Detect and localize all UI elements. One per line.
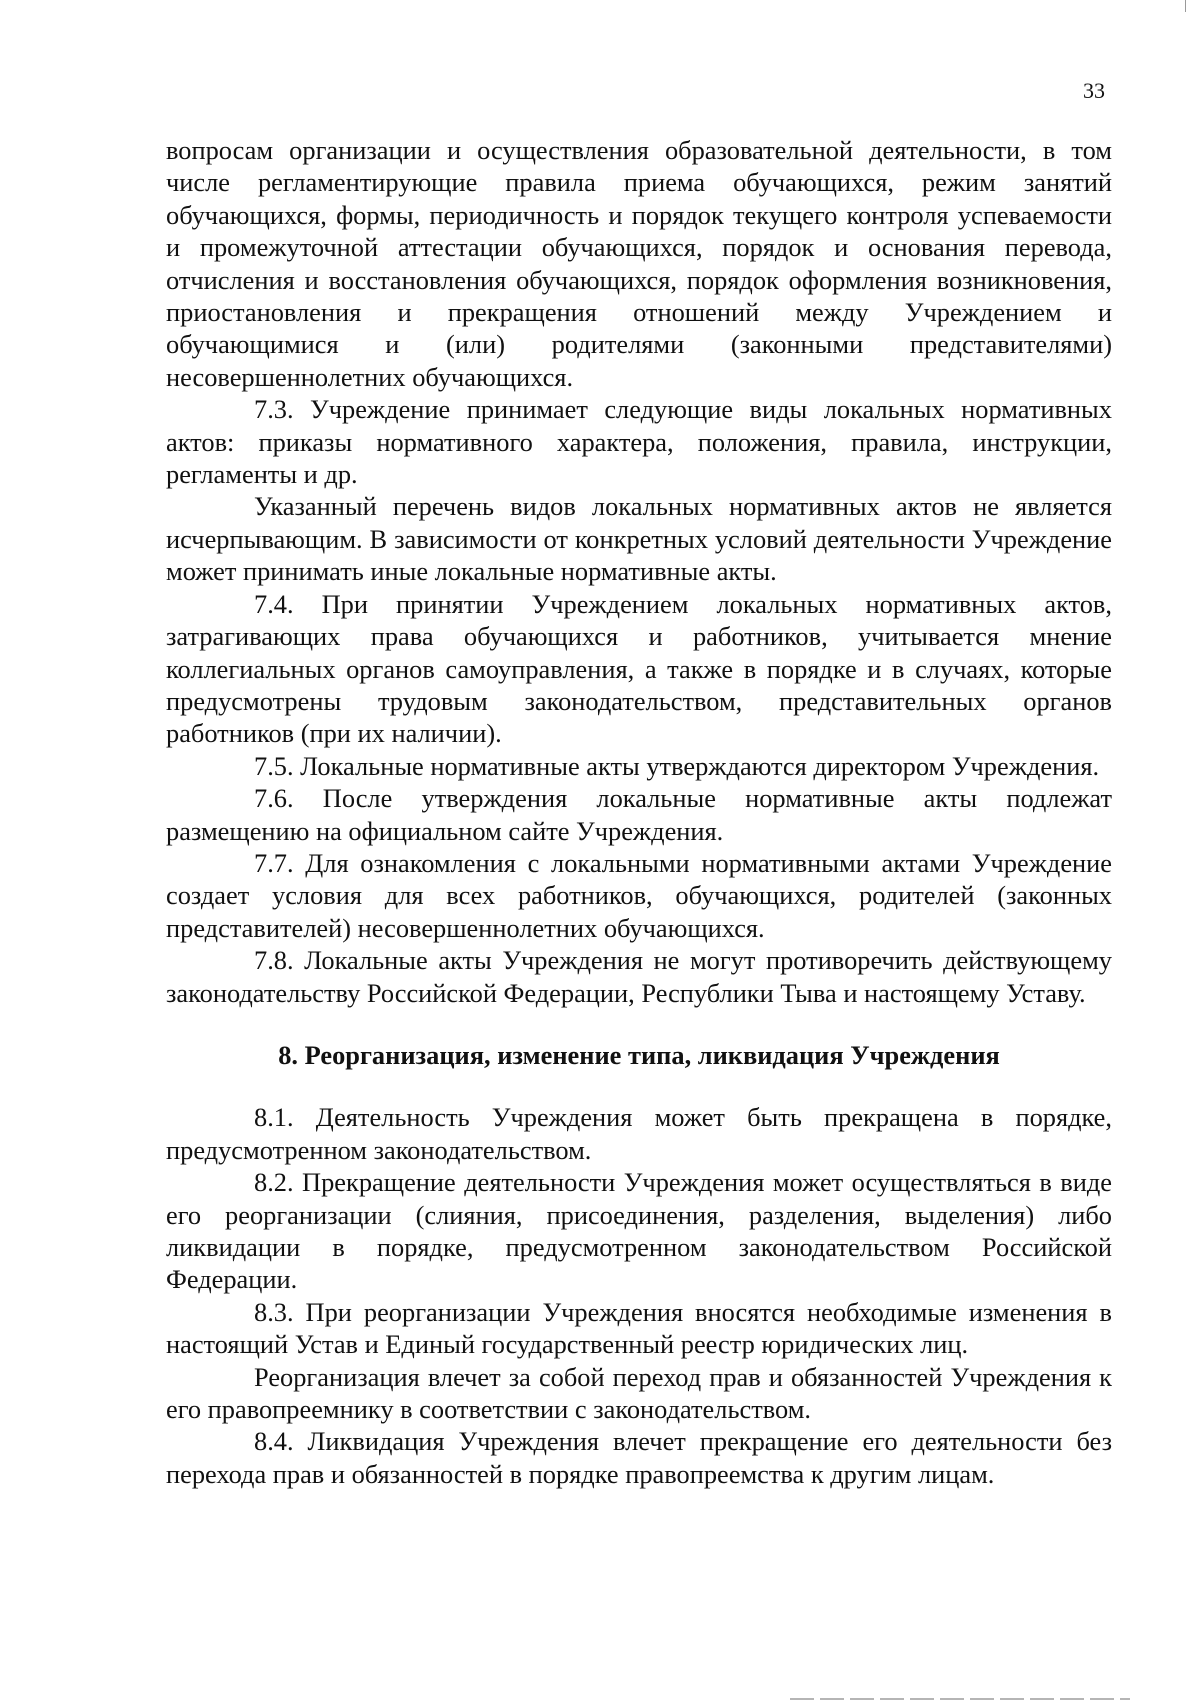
paragraph-7-4: 7.4. При принятии Учреждением локальных нормативных актов, затрагивающих права обучающихся и работников, учитывается мнение коллегиальных органов самоуправления, а также в порядке и в случаях, которые предусмотрены трудовым законодательством, представительных органов работников (при их наличии). — [166, 588, 1112, 749]
paragraph-8-4: 8.4. Ликвидация Учреждения влечет прекращение его деятельности без перехода прав и обязанностей в порядке правопреемства к другим лицам. — [166, 1426, 1112, 1489]
paragraph-7-6: 7.6. После утверждения локальные нормативные акты подлежат размещению на официальном сайте Учреждения. — [166, 783, 1112, 846]
paragraph-7-3: 7.3. Учреждение принимает следующие виды локальных нормативных актов: приказы нормативного характера, положения, правила, инструкции, регламенты и др. — [166, 394, 1112, 490]
paragraph-8-1: 8.1. Деятельность Учреждения может быть прекращена в порядке, предусмотренном законодательством. — [166, 1102, 1112, 1165]
paragraph-7-5: 7.5. Локальные нормативные акты утверждаются директором Учреждения. — [254, 750, 1100, 781]
paragraph-8-2: 8.2. Прекращение деятельности Учреждения может осуществляться в виде его реорганизации (слияния, присоединения, разделения, выделения) либо ликвидации в порядке, предусмотренном законодательством Российской Федерации. — [166, 1167, 1112, 1295]
section-8-paragraphs — [166, 1101, 1112, 1490]
paragraph-7-3-note: Указанный перечень видов локальных нормативных актов не является исчерпывающим. В зависимости от конкретных условий деятельности Учреждение может принимать иные локальные нормативные акты. — [166, 491, 1112, 587]
paragraph-cont: вопросам организации и осуществления образовательной деятельности, в том числе регламентирующие правила приема обучающихся, режим занятий обучающихся, формы, периодичность и порядок текущего контроля успеваемости и промежуточной аттестации обучающихся, порядок и основания перевода, отчисления и восстановления обучающихся, порядок оформления возникновения, приостановления и прекращения отношений между Учреждением и обучающимися и (или) родителями (законными представителями) несовершеннолетних обучающихся. — [166, 135, 1112, 392]
section-heading: 8. Реорганизация, изменение типа, ликвидация Учреждения — [278, 1039, 1000, 1070]
paragraph-8-3: 8.3. При реорганизации Учреждения вносятся необходимые изменения в настоящий Устав и Единый государственный реестр юридических лиц. — [166, 1296, 1112, 1360]
paragraph-7-7: 7.7. Для ознакомления с локальными нормативными актами Учреждение создает условия для всех работников, обучающихся, родителей (законных представителей) несовершеннолетних обучающихся. — [166, 847, 1112, 943]
scan-edge-mark — [1185, 0, 1186, 12]
paragraph-8-3-note: Реорганизация влечет за собой переход прав и обязанностей Учреждения к его правопреемнику в соответствии с законодательством. — [166, 1361, 1112, 1425]
page-number: 33 — [1083, 78, 1105, 103]
scan-bottom-mark — [790, 1698, 1130, 1700]
section-7-paragraphs — [166, 134, 1112, 1009]
document-body — [166, 134, 1112, 1490]
paragraph-7-8: 7.8. Локальные акты Учреждения не могут противоречить действующему законодательству Российской Федерации, Республики Тыва и настоящему Уставу. — [166, 945, 1112, 1008]
